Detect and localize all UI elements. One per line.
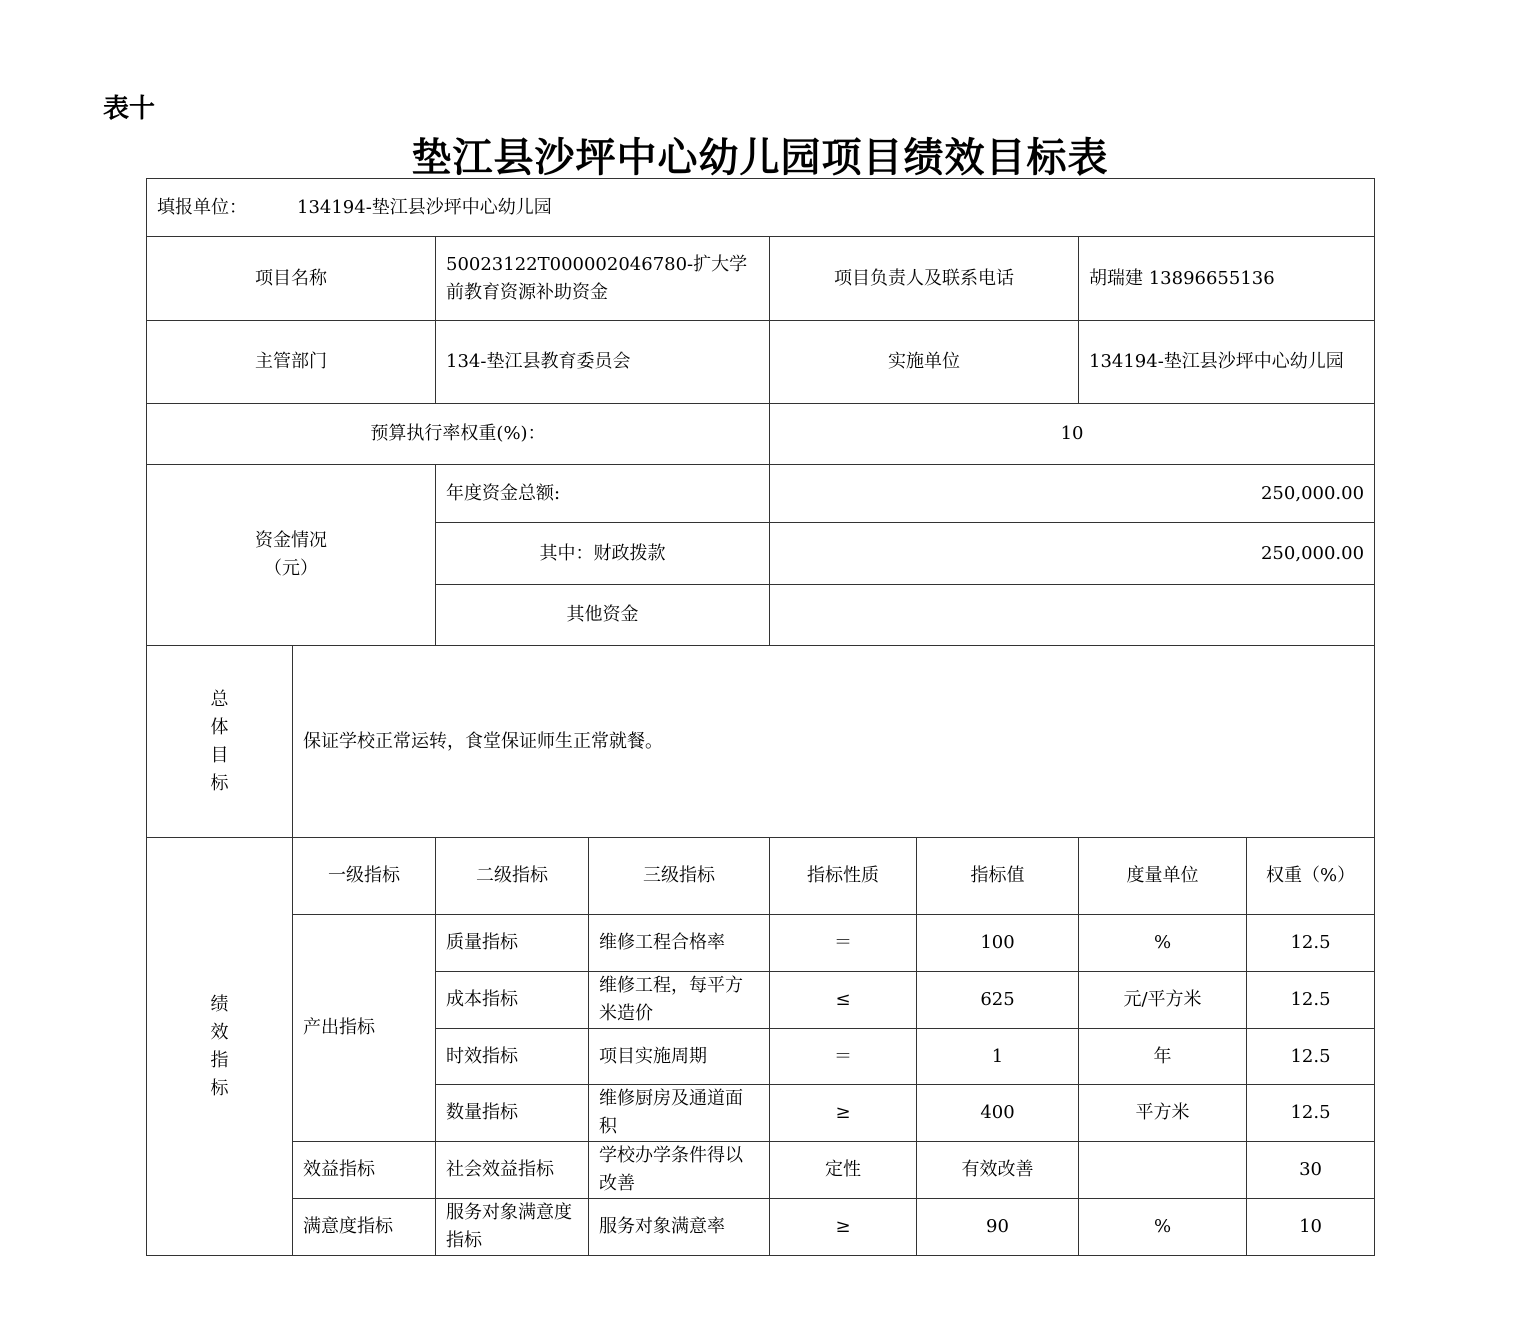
level3-indicator: 维修工程合格率 <box>589 915 770 972</box>
indicator-unit: 平方米 <box>1079 1085 1247 1142</box>
level3-indicator: 维修厨房及通道面积 <box>589 1085 770 1142</box>
indicator-unit: 元/平方米 <box>1079 972 1247 1029</box>
indicator-weight: 12.5 <box>1247 972 1375 1029</box>
document-title: 垫江县沙坪中心幼儿园项目绩效目标表 <box>411 134 1109 181</box>
level2-indicator: 服务对象满意度指标 <box>436 1199 589 1256</box>
fiscal-value: 250,000.00 <box>770 523 1375 585</box>
performance-target-table <box>146 178 1375 1256</box>
indicator-value: 100 <box>917 915 1079 972</box>
project-name-value: 50023122T000002046780-扩大学前教育资源补助资金 <box>436 237 770 321</box>
indicator-value: 400 <box>917 1085 1079 1142</box>
overall-goal-row <box>147 646 1375 838</box>
indicator-weight: 10 <box>1247 1199 1375 1256</box>
indicator-nature: ＝ <box>770 1029 917 1085</box>
overall-goal-value: 保证学校正常运转，食堂保证师生正常就餐。 <box>293 646 1375 838</box>
project-name-row <box>147 237 1375 321</box>
column-header: 指标值 <box>917 838 1079 915</box>
indicator-value: 90 <box>917 1199 1079 1256</box>
contact-label: 项目负责人及联系电话 <box>770 237 1079 321</box>
column-header: 一级指标 <box>293 838 436 915</box>
dept-label: 主管部门 <box>147 321 436 404</box>
filler-row <box>147 179 1375 237</box>
filler-value: 134194-垫江县沙坪中心幼儿园 <box>297 196 552 218</box>
perf-label-char: 效 <box>210 1021 229 1043</box>
table-number: 表十 <box>103 94 156 124</box>
annual-total-value: 250,000.00 <box>770 465 1375 523</box>
level1-indicator: 产出指标 <box>293 915 436 1142</box>
budget-weight-row <box>147 404 1375 465</box>
column-header: 三级指标 <box>589 838 770 915</box>
indicator-weight: 12.5 <box>1247 915 1375 972</box>
column-header: 度量单位 <box>1079 838 1247 915</box>
indicator-nature: ≤ <box>770 972 917 1029</box>
level2-indicator: 数量指标 <box>436 1085 589 1142</box>
indicator-weight: 30 <box>1247 1142 1375 1199</box>
performance-indicator-label <box>147 838 293 1256</box>
level2-indicator: 成本指标 <box>436 972 589 1029</box>
level1-indicator: 效益指标 <box>293 1142 436 1199</box>
perf-label-char: 标 <box>210 1077 229 1099</box>
level3-indicator: 学校办学条件得以改善 <box>589 1142 770 1199</box>
level3-indicator: 服务对象满意率 <box>589 1199 770 1256</box>
indicator-weight: 12.5 <box>1247 1029 1375 1085</box>
impl-label: 实施单位 <box>770 321 1079 404</box>
indicator-unit: 年 <box>1079 1029 1247 1085</box>
indicator-value: 625 <box>917 972 1079 1029</box>
indicator-value: 有效改善 <box>917 1142 1079 1199</box>
goal-label-char: 体 <box>210 716 229 738</box>
column-header: 指标性质 <box>770 838 917 915</box>
dept-value: 134-垫江县教育委员会 <box>436 321 770 404</box>
indicator-unit: % <box>1079 915 1247 972</box>
other-funds-label: 其他资金 <box>436 585 770 646</box>
indicator-value: 1 <box>917 1029 1079 1085</box>
filler-cell <box>147 179 1375 237</box>
indicator-unit: % <box>1079 1199 1247 1256</box>
funds-label-line2: （元） <box>264 558 318 579</box>
goal-label-char: 目 <box>210 744 229 766</box>
level1-indicator: 满意度指标 <box>293 1199 436 1256</box>
impl-value: 134194-垫江县沙坪中心幼儿园 <box>1079 321 1375 404</box>
level2-indicator: 质量指标 <box>436 915 589 972</box>
indicator-header-row <box>147 838 1375 915</box>
indicator-row <box>147 915 1375 972</box>
indicator-nature: ＝ <box>770 915 917 972</box>
indicator-nature: 定性 <box>770 1142 917 1199</box>
funds-label <box>147 465 436 646</box>
perf-label-char: 绩 <box>210 993 229 1015</box>
other-funds-value <box>770 585 1375 646</box>
goal-label-char: 总 <box>210 688 229 710</box>
annual-total-label: 年度资金总额: <box>436 465 770 523</box>
level3-indicator: 项目实施周期 <box>589 1029 770 1085</box>
level2-indicator: 社会效益指标 <box>436 1142 589 1199</box>
filler-label: 填报单位： <box>157 196 247 218</box>
funds-label-line1: 资金情况 <box>255 530 327 551</box>
indicator-row <box>147 1142 1375 1199</box>
fiscal-label: 其中：财政拨款 <box>436 523 770 585</box>
column-header: 二级指标 <box>436 838 589 915</box>
contact-value: 胡瑞建 13896655136 <box>1079 237 1375 321</box>
column-header: 权重（%） <box>1247 838 1375 915</box>
dept-row <box>147 321 1375 404</box>
overall-goal-label <box>147 646 293 838</box>
budget-weight-value: 10 <box>770 404 1375 465</box>
level2-indicator: 时效指标 <box>436 1029 589 1085</box>
goal-label-char: 标 <box>210 772 229 794</box>
indicator-unit <box>1079 1142 1247 1199</box>
annual-total-row <box>147 465 1375 523</box>
level3-indicator: 维修工程，每平方米造价 <box>589 972 770 1029</box>
indicator-weight: 12.5 <box>1247 1085 1375 1142</box>
indicator-row <box>147 1199 1375 1256</box>
indicator-nature: ≥ <box>770 1199 917 1256</box>
indicator-nature: ≥ <box>770 1085 917 1142</box>
project-name-label: 项目名称 <box>147 237 436 321</box>
budget-weight-label: 预算执行率权重(%)： <box>147 404 770 465</box>
perf-label-char: 指 <box>210 1049 229 1071</box>
